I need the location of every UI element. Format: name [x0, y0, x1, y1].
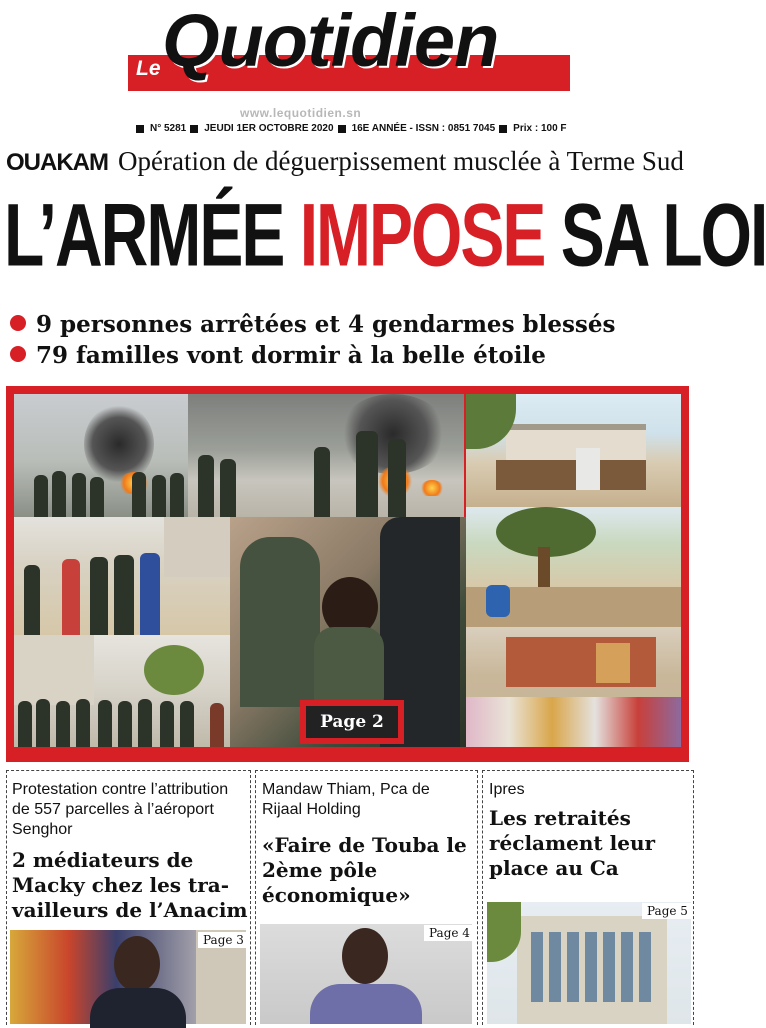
photo-street-fire: [188, 394, 464, 517]
story-1-page[interactable]: Page 3: [198, 932, 249, 948]
story-2-title[interactable]: «Faire de Touba le 2ème pôle économique»: [262, 833, 467, 907]
photo-belongings-house: [466, 394, 681, 507]
lead-bullet-text: 9 personnes arrêtées et 4 gendarmes blessés: [36, 311, 616, 338]
lead-kicker-tag: OUAKAM: [6, 149, 108, 176]
year-issn: 16E ANNÉE - ISSN : 0851 7045: [351, 123, 496, 134]
issue-number: N° 5281: [150, 123, 187, 134]
square-bullet-icon: [499, 125, 507, 133]
story-3-kicker: Ipres: [489, 781, 525, 798]
photo-piled-belongings: [466, 627, 681, 747]
lead-kicker-text: Opération de déguerpissement musclée à Terme Sud: [118, 146, 684, 176]
price: Prix : 100 F: [513, 123, 567, 134]
lead-bullet: [10, 313, 615, 336]
headline-part-2: IMPOSE: [299, 184, 545, 285]
story-2-kicker: Mandaw Thiam, Pca de Rijaal Holding: [262, 781, 430, 818]
logo-le: Le: [136, 57, 161, 80]
headline-part-3: SA LOI: [560, 184, 766, 285]
issue-date: JEUDI 1ER OCTOBRE 2020: [204, 123, 334, 134]
page-2-label[interactable]: Page 2: [306, 706, 398, 738]
photo-gendarme-line: [14, 635, 230, 747]
website-url[interactable]: www.lequotidien.sn: [240, 106, 362, 120]
red-bullet-icon: [10, 346, 26, 362]
lead-headline[interactable]: [4, 184, 766, 285]
square-bullet-icon: [136, 125, 144, 133]
story-1-title[interactable]: 2 médiateurs de Macky chez les tra-vailleurs de l’Anacim: [12, 848, 248, 922]
headline-part-1: L’ARMÉE: [4, 184, 284, 285]
story-1-kicker: Protestation contre l’attribution de 557 parcelles à l’aéroport Senghor: [12, 781, 229, 838]
story-2-page[interactable]: Page 4: [424, 925, 475, 941]
lead-bullet-text: 79 familles vont dormir à la belle étoile: [36, 342, 546, 369]
photo-gendarmes-walking: [14, 517, 230, 635]
story-3-page[interactable]: Page 5: [642, 903, 693, 919]
photo-gendarmes-smoke: [14, 394, 188, 517]
story-3-title[interactable]: Les retraités réclament leur place au Ca: [489, 806, 656, 880]
lead-kicker: [6, 148, 684, 175]
red-bullet-icon: [10, 315, 26, 331]
square-bullet-icon: [190, 125, 198, 133]
photo-ipres-building: [487, 902, 691, 1024]
lead-bullet: [10, 344, 546, 367]
square-bullet-icon: [338, 125, 346, 133]
newspaper-logo: Quotidien: [162, 0, 499, 82]
issue-info-line: [136, 123, 567, 134]
photo-tree-belongings: [466, 507, 681, 627]
